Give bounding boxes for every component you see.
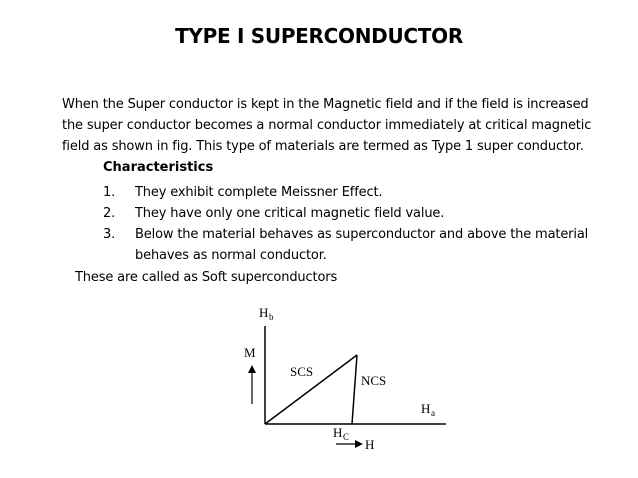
x-axis-subscript: a [431, 408, 435, 418]
footer-text: These are called as Soft superconductors [75, 270, 338, 285]
hc-subscript: C [343, 432, 350, 442]
intro-line: the super conductor becomes a normal conductor immediately at critical magnetic [62, 118, 592, 133]
list-item-number: 2. [103, 206, 116, 221]
list-item-text: They exhibit complete Meissner Effect. [135, 185, 383, 200]
list-item-text: behaves as normal conductor. [135, 248, 327, 263]
slide-title: TYPE I SUPERCONDUCTOR [175, 24, 463, 48]
x-axis-label: H [421, 401, 431, 416]
list-item-text: Below the material behaves as superconductor and above the material [135, 227, 589, 242]
y-axis-subscript: b [269, 312, 274, 322]
list-item-number: 1. [103, 185, 116, 200]
intro-line: When the Super conductor is kept in the Magnetic field and if the field is increased [62, 97, 589, 112]
y-axis-label: H [259, 305, 269, 320]
hc-label: H [333, 425, 343, 440]
ncs-label: NCS [361, 373, 387, 388]
critical-drop-line [352, 355, 357, 424]
list-item-text: They have only one critical magnetic field value. [135, 206, 445, 221]
m-label: M [244, 345, 256, 360]
h-arrow-label: H [365, 437, 375, 452]
list-item-number: 3. [103, 227, 116, 242]
scs-label: SCS [290, 364, 314, 379]
intro-line: field as shown in fig. This type of materials are termed as Type 1 super conductor. [62, 139, 584, 154]
characteristics-heading: Characteristics [103, 160, 214, 175]
